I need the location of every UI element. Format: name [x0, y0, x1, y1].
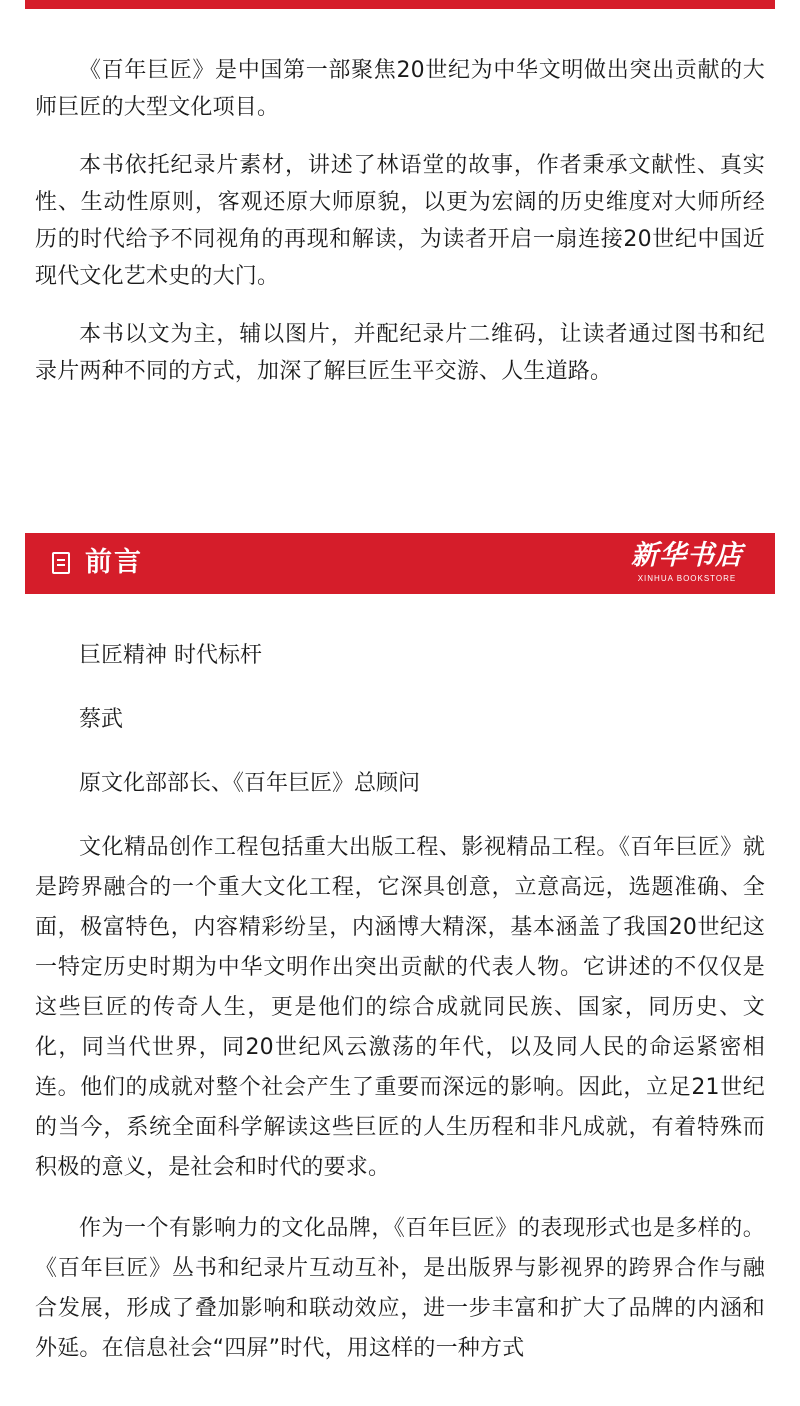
intro-paragraph: 本书依托纪录片素材，讲述了林语堂的故事，作者秉承文献性、真实性、生动性原则，客观还原大师原貌，以更为宏阔的历史维度对大师所经历的时代给予不同视角的再现和解读，为读者开启一扇连接20世纪中国近现代文化艺术史的大门。: [35, 153, 765, 289]
top-accent-bar: [25, 0, 775, 9]
section-title: 前言: [85, 547, 143, 578]
brand-logo-chinese: 新华书店: [631, 540, 743, 571]
intro-paragraph: 《百年巨匠》是中国第一部聚焦20世纪为中华文明做出突出贡献的大师巨匠的大型文化项目。: [35, 58, 765, 120]
preface-section: [35, 636, 765, 1390]
preface-author: 蔡武: [79, 707, 124, 732]
preface-author-title: 原文化部部长、《百年巨匠》总顾问: [79, 771, 421, 796]
preface-subtitle: 巨匠精神 时代标杆: [79, 643, 262, 668]
intro-paragraph: 本书以文为主，辅以图片，并配纪录片二维码，让读者通过图书和纪录片两种不同的方式，加深了解巨匠生平交游、人生道路。: [35, 322, 765, 384]
preface-paragraph: 文化精品创作工程包括重大出版工程、影视精品工程。《百年巨匠》就是跨界融合的一个重大文化工程，它深具创意，立意高远，选题准确、全面，极富特色，内容精彩纷呈，内涵博大精深，基本涵盖了我国20世纪这一特定历史时期为中华文明作出突出贡献的代表人物。它讲述的不仅仅是这些巨匠的传奇人生，更是他们的综合成就同民族、国家，同历史、文化，同当代世界，同20世纪风云激荡的年代，以及同人民的命运紧密相连。他们的成就对整个社会产生了重要而深远的影响。因此，立足21世纪的当今，系统全面科学解读这些巨匠的人生历程和非凡成就，有着特殊而积极的意义，是社会和时代的要求。: [35, 835, 765, 1180]
preface-paragraph: 作为一个有影响力的文化品牌，《百年巨匠》的表现形式也是多样的。《百年巨匠》丛书和纪录片互动互补，是出版界与影视界的跨界合作与融合发展，形成了叠加影响和联动效应，进一步丰富和扩大了品牌的内涵和外延。在信息社会“四屏”时代，用这样的一种方式: [35, 1216, 765, 1361]
document-icon: [52, 552, 70, 574]
intro-section: [35, 52, 765, 411]
preface-header-bar: [25, 533, 775, 594]
brand-logo: [627, 539, 747, 584]
brand-logo-english: XINHUA BOOKSTORE: [637, 574, 737, 583]
